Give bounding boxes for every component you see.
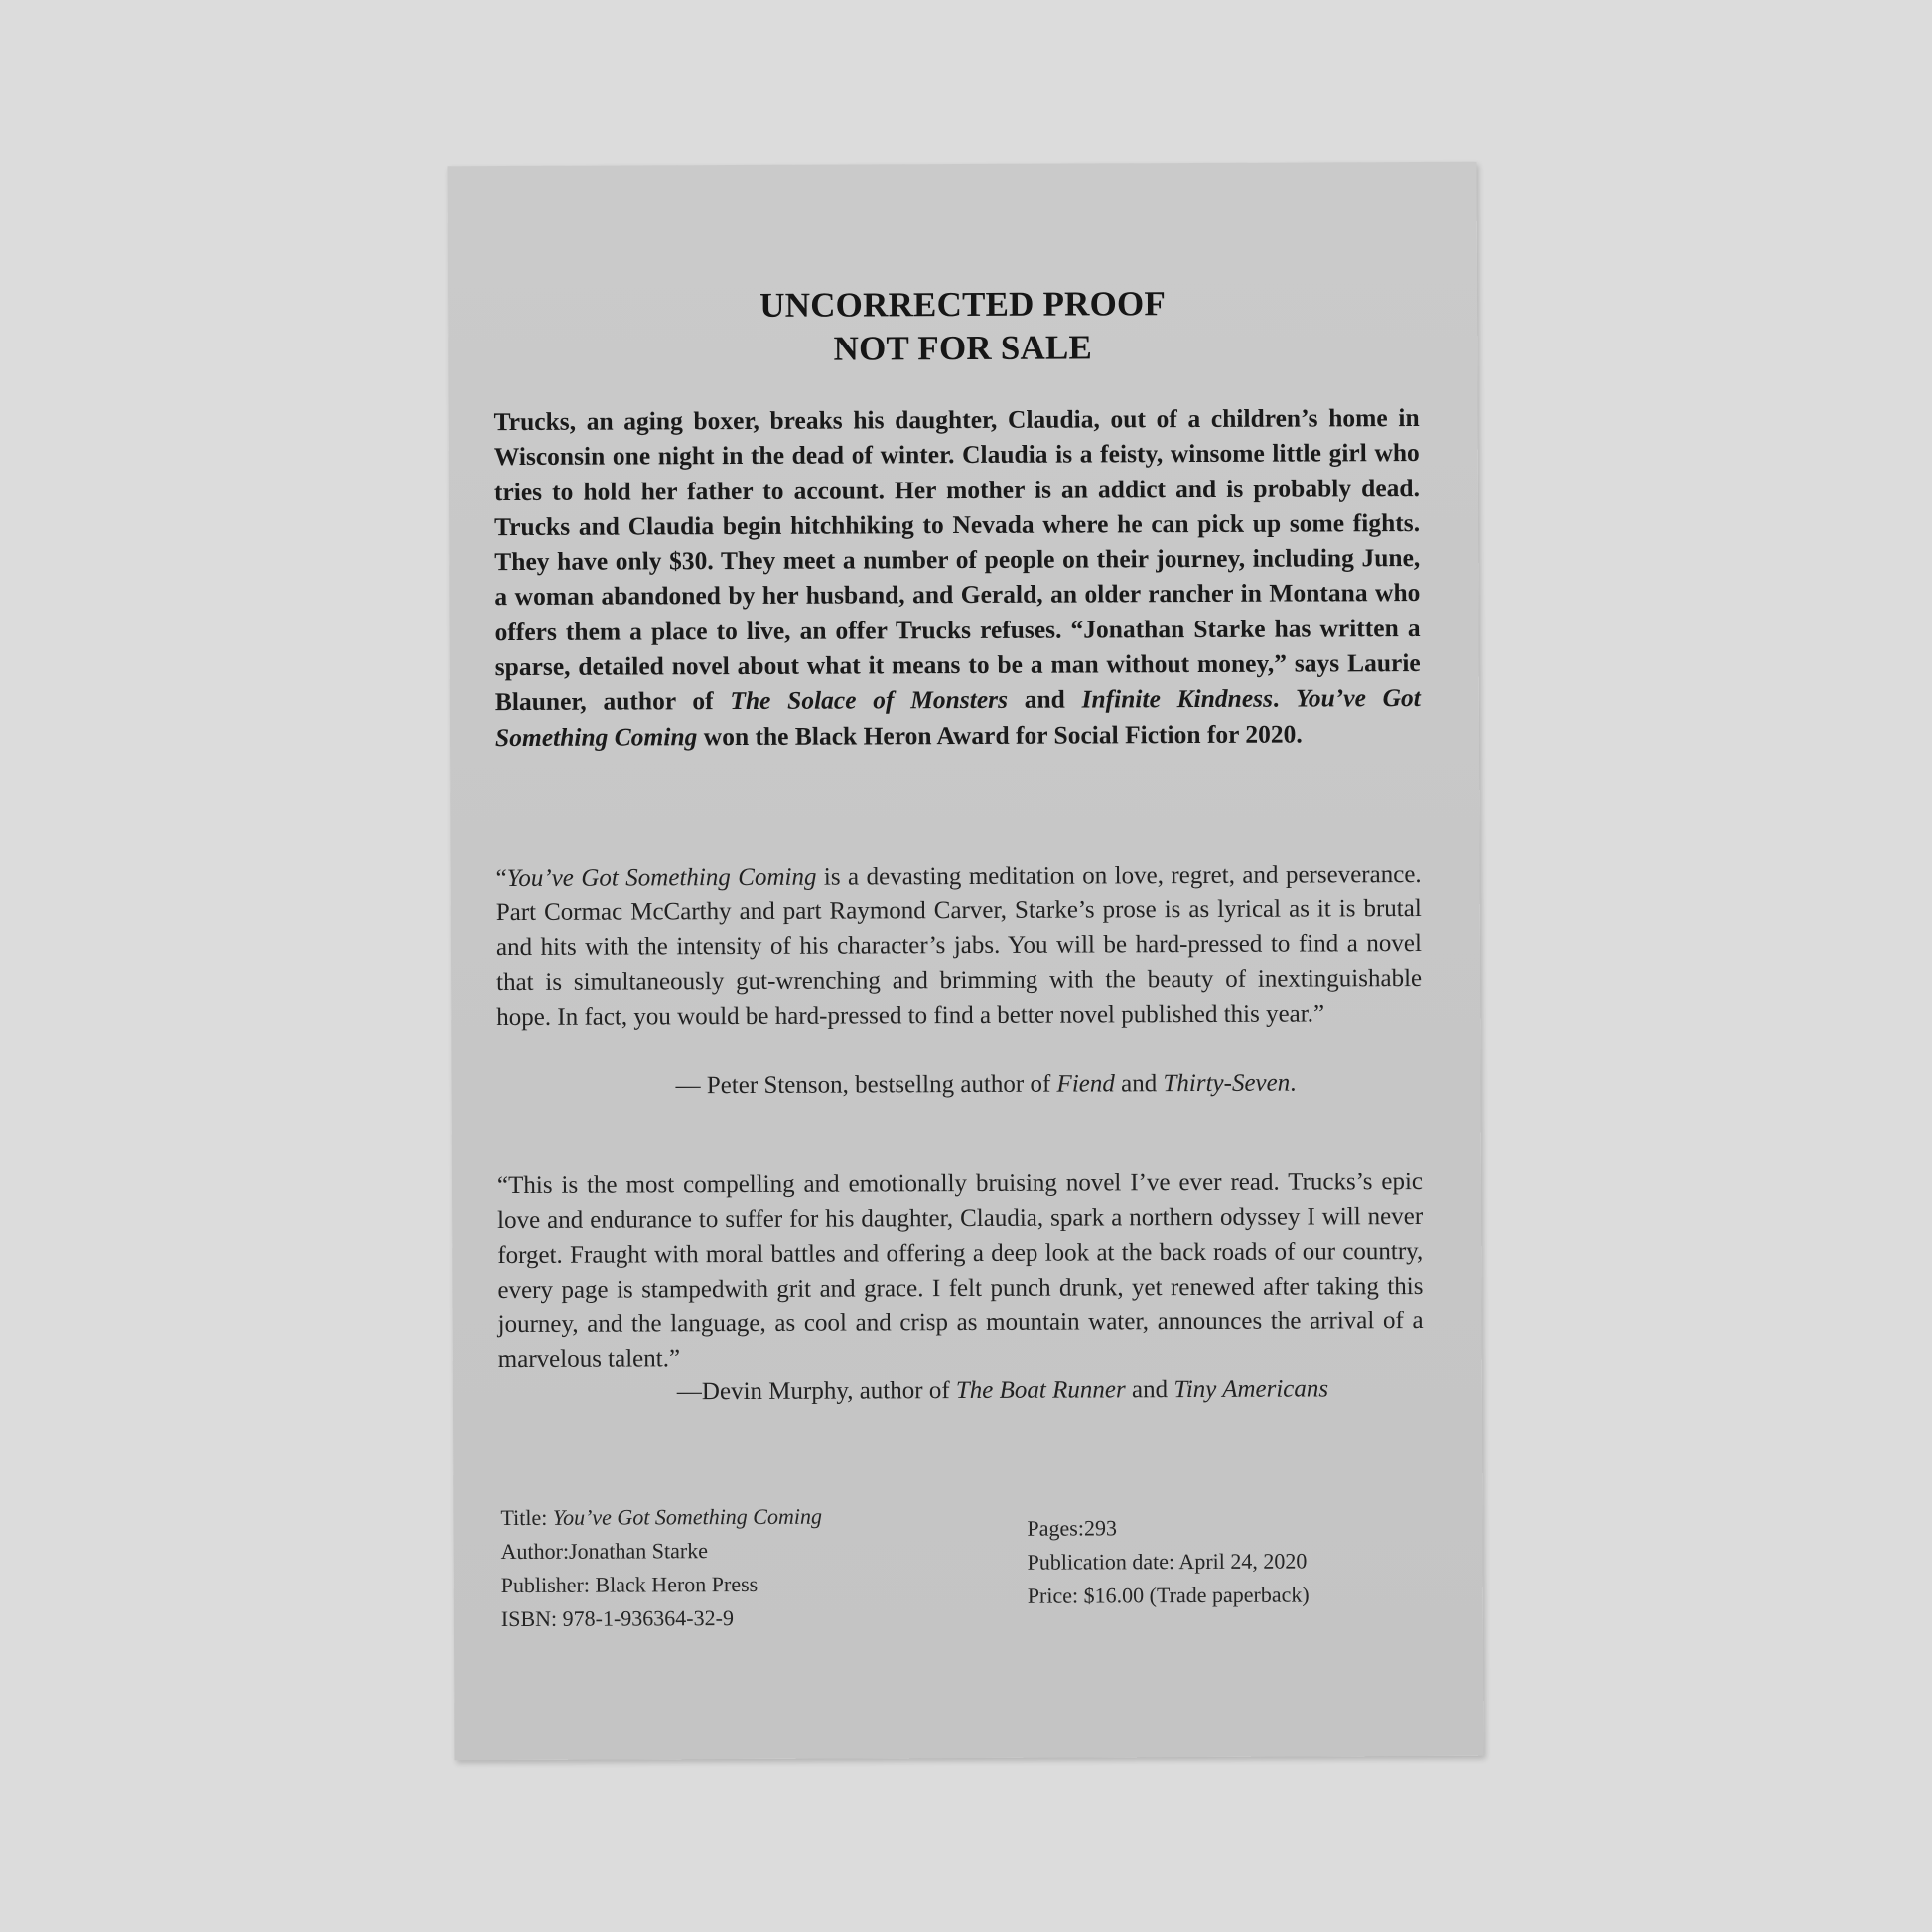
quote2-attr-and: and xyxy=(1125,1376,1174,1404)
quote2-attr-prefix: —Devin Murphy, author of xyxy=(676,1377,956,1406)
quote1-attr-end: . xyxy=(1290,1069,1297,1097)
quote1-book-title: You’ve Got Something Coming xyxy=(506,863,817,893)
detail-author: Author:Jonathan Starke xyxy=(500,1538,709,1565)
quote1-open-mark: “ xyxy=(495,865,507,893)
quote2-attribution xyxy=(677,1371,1328,1409)
quote2-text: “This is the most compelling and emotionally bruising novel I’ve ever read. Trucks’s epic love and endurance to suffer for his daughter, Claudia, spark a northern odyssey I will never forget. Fraught with moral battles and offering a deep look at the back roads of our country, every page is stampedwith grit and grace. I felt punch drunk, yet renewed after taking this journey, and the language, as cool and crisp as mountain water, announces the arrival of a marvelous talent.” xyxy=(496,1168,1424,1374)
quote1-attribution xyxy=(675,1066,1296,1104)
detail-title xyxy=(500,1500,822,1535)
blurb-text-3: . xyxy=(1272,683,1297,714)
detail-publisher: Publisher: Black Heron Press xyxy=(500,1571,759,1598)
detail-title-value: You’ve Got Something Coming xyxy=(552,1503,823,1530)
detail-publication-date: Publication date: April 24, 2020 xyxy=(1027,1548,1308,1575)
detail-isbn: ISBN: 978-1-936364-32-9 xyxy=(500,1605,734,1632)
quote1-attr-book-2: Thirty-Seven xyxy=(1163,1069,1291,1098)
heading-line-2: NOT FOR SALE xyxy=(833,328,1093,368)
blurb-book-title-1: The Solace of Monsters xyxy=(730,685,1009,716)
synopsis-blurb xyxy=(494,400,1422,755)
book-details-left xyxy=(500,1500,822,1636)
detail-pages: Pages:293 xyxy=(1027,1515,1117,1541)
quote1-attr-prefix: — Peter Stenson, bestsellng author of xyxy=(675,1070,1057,1100)
quote1-attr-book-1: Fiend xyxy=(1056,1070,1115,1098)
detail-title-label: Title: xyxy=(500,1504,553,1531)
quote2-attr-book-2: Tiny Americans xyxy=(1173,1375,1329,1404)
book-back-cover xyxy=(448,162,1484,1761)
proof-heading xyxy=(448,281,1477,373)
book-details-right xyxy=(1027,1510,1309,1612)
quote1-text: is a devasting meditation on love, regret, and perseverance. Part Cormac McCarthy and part Raymond Carver, Starke’s prose is as lyrical as it is brutal and hits with the intensity of his character’s jabs. You will be hard-pressed to find a novel that is simultaneously gut-wrenching and brimming with the beauty of inextinguishable hope. In fact, you would be hard-pressed to find a better novel published this year.” xyxy=(495,860,1423,1032)
endorsement-quote-2 xyxy=(497,1165,1424,1377)
blurb-text-1: Trucks, an aging boxer, breaks his daughter, Claudia, out of a children’s home in Wisconsin one night in the dead of winter. Claudia is a feisty, winsome little girl who tries to hold her father to account. Her mother is an addict and is probably dead. Trucks and Claudia begin hitchhiking to Nevada where he can pick up some fights. They have only $30. They meet a number of people on their journey, including June, a woman abandoned by her husband, and Gerald, an older rancher in Montana who offers them a place to live, an offer Trucks refuses. “Jonathan Starke has written a sparse, detailed novel about what it means to be a man without money,” says Laurie Blauner, author of xyxy=(493,403,1421,717)
blurb-text-2: and xyxy=(1007,684,1082,715)
heading-line-1: UNCORRECTED PROOF xyxy=(759,284,1167,325)
detail-price: Price: $16.00 (Trade paperback) xyxy=(1027,1582,1310,1608)
blurb-book-title-3: You’ve Got Something Coming xyxy=(494,683,1421,752)
quote1-attr-and: and xyxy=(1114,1070,1164,1098)
blurb-book-title-2: Infinite Kindness xyxy=(1081,684,1274,714)
quote2-attr-book-1: The Boat Runner xyxy=(955,1376,1126,1405)
endorsement-quote-1 xyxy=(496,857,1423,1035)
blurb-text-4: won the Black Heron Award for Social Fiction for 2020. xyxy=(697,719,1303,751)
